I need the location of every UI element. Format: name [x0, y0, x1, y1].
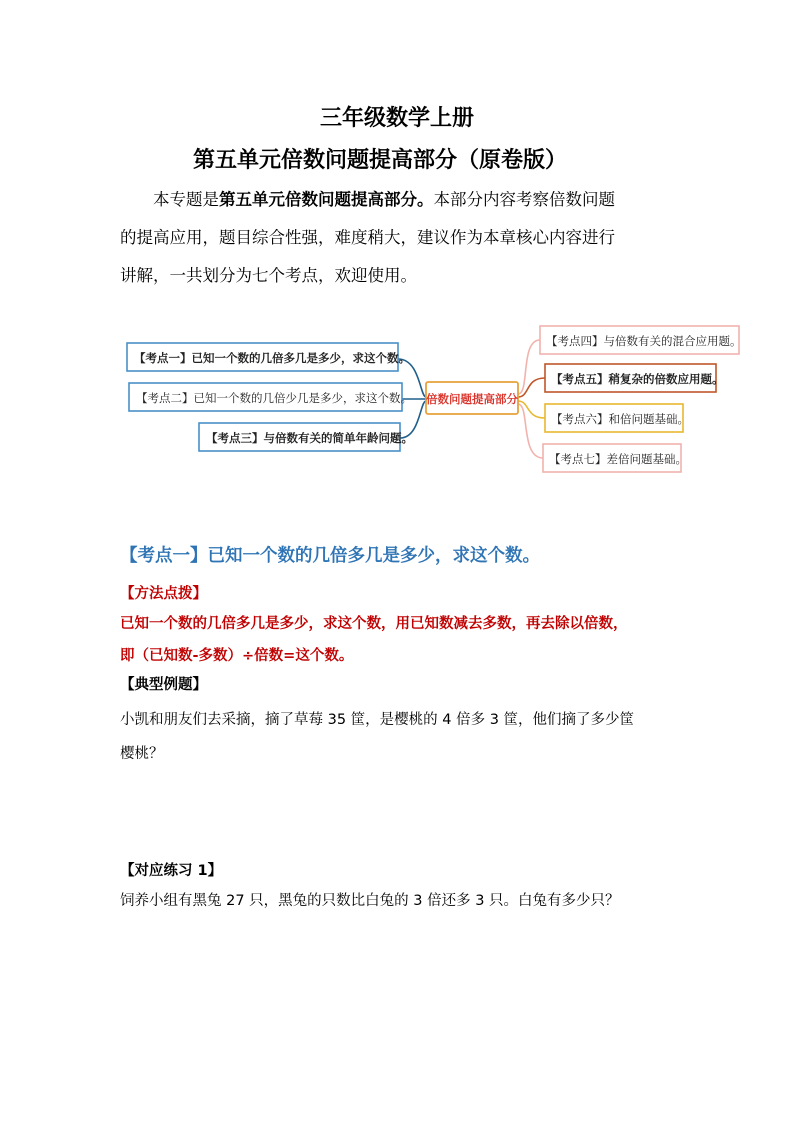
section-heading: 【考点一】已知一个数的几倍多几是多少，求这个数。 [120, 546, 540, 566]
intro-suffix: 本部分内容考察倍数问题 [433, 190, 615, 209]
intro-line-3: 讲解，一共划分为七个考点，欢迎使用。 [120, 266, 417, 285]
method-text [120, 608, 680, 672]
mindmap-node-4: 【考点四】与倍数有关的混合应用题。 [546, 334, 742, 348]
mindmap-node-5: 【考点五】稍复杂的倍数应用题。 [551, 372, 724, 386]
example-line-2: 樱桃？ [120, 746, 164, 762]
practice-label: 【对应练习 1】 [120, 863, 223, 879]
example-line-1: 小凯和朋友们去采摘，摘了草莓 35 筐，是樱桃的 4 倍多 3 筐，他们摘了多少筐 [120, 712, 635, 728]
intro-prefix: 本专题是 [153, 190, 219, 209]
method-label: 【方法点拨】 [120, 586, 207, 602]
intro-paragraph [120, 181, 680, 295]
connector-right-5 [518, 378, 545, 397]
example-text [120, 703, 680, 771]
page-title: 三年级数学上册 [319, 106, 474, 131]
mindmap-node-3: 【考点三】与倍数有关的简单年龄问题。 [206, 431, 413, 445]
practice-text: 饲养小组有黑兔 27 只，黑兔的只数比白兔的 3 倍还多 3 只。白兔有多少只？ [120, 893, 620, 909]
mindmap-node-7: 【考点七】差倍问题基础。 [549, 452, 687, 466]
method-line-1: 已知一个数的几倍多几是多少，求这个数，用已知数减去多数，再去除以倍数， [120, 616, 628, 632]
page-subtitle: 第五单元倍数问题提高部分（原卷版） [193, 148, 568, 173]
intro-line-2: 的提高应用，题目综合性强，难度稍大，建议作为本章核心内容进行 [120, 228, 615, 247]
example-label: 【典型例题】 [120, 677, 207, 693]
mindmap-node-2: 【考点二】已知一个数的几倍少几是多少，求这个数。 [136, 391, 412, 405]
intro-highlight: 第五单元倍数问题提高部分。 [219, 190, 434, 209]
mind-map [120, 322, 750, 480]
connector-right-6 [518, 401, 545, 418]
mindmap-node-6: 【考点六】和倍问题基础。 [551, 412, 689, 426]
mindmap-node-1: 【考点一】已知一个数的几倍多几是多少，求这个数。 [134, 351, 410, 365]
method-line-2: 即（已知数-多数）÷倍数=这个数。 [120, 648, 354, 664]
mindmap-center: 倍数问题提高部分 [426, 392, 518, 406]
